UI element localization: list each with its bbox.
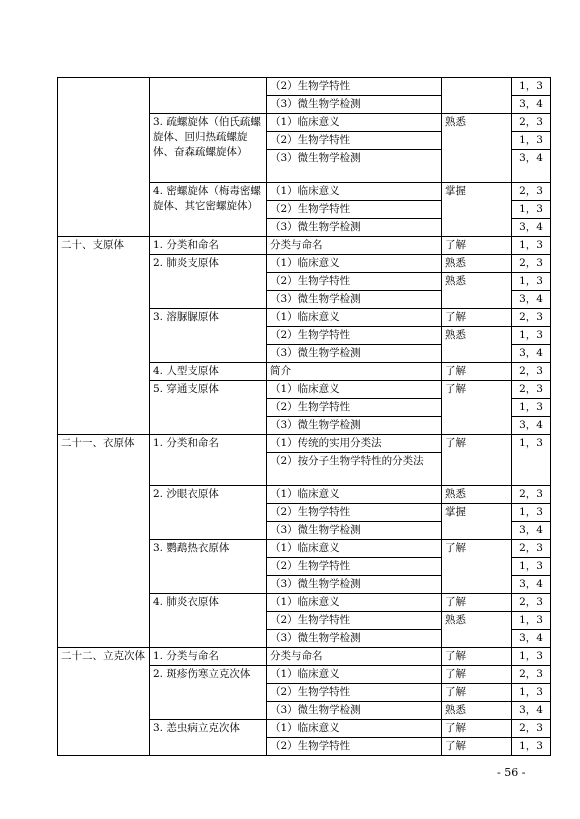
- level-cell: 了解: [442, 237, 512, 255]
- level-cell: 了解: [442, 363, 512, 381]
- code-cell: 1，3: [512, 558, 551, 576]
- topic-cell: 2. 沙眼衣原体: [150, 486, 267, 540]
- code-cell: 2，3: [512, 309, 551, 327]
- content-cell: （3）微生物学检测: [267, 630, 442, 648]
- content-cell: （2）生物学特性: [267, 273, 442, 291]
- content-cell: （2）生物学特性: [267, 684, 442, 702]
- code-cell: 2，3: [512, 486, 551, 504]
- table-row: [58, 237, 551, 255]
- code-cell: 1，3: [512, 237, 551, 255]
- topic-cell: 3. 疏螺旋体（伯氏疏螺旋体、回归热疏螺旋体、奋森疏螺旋体）: [150, 114, 267, 183]
- code-cell: 3，4: [512, 96, 551, 114]
- level-cell: 熟悉: [442, 327, 512, 363]
- level-cell: 了解: [442, 435, 512, 486]
- level-cell: 了解: [442, 720, 512, 738]
- code-cell: 1，3: [512, 201, 551, 219]
- code-cell: 3，4: [512, 576, 551, 594]
- code-cell: 3，4: [512, 150, 551, 183]
- content-cell: （3）微生物学检测: [267, 150, 442, 183]
- code-cell: 2，3: [512, 666, 551, 684]
- topic-cell: 2. 斑疹伤寒立克次体: [150, 666, 267, 720]
- content-cell: （2）生物学特性: [267, 327, 442, 345]
- topic-cell: 5. 穿通支原体: [150, 381, 267, 435]
- content-cell: （3）微生物学检测: [267, 417, 442, 435]
- level-cell: 熟悉: [442, 273, 512, 309]
- level-cell: 掌握: [442, 183, 512, 237]
- code-cell: 3，4: [512, 522, 551, 540]
- code-cell: 1，3: [512, 273, 551, 291]
- level-cell: 熟悉: [442, 255, 512, 273]
- level-cell: 了解: [442, 666, 512, 684]
- content-cell: （2）生物学特性: [267, 612, 442, 630]
- level-cell: 了解: [442, 309, 512, 327]
- content-cell: （2）按分子生物学特性的分类法: [267, 453, 442, 486]
- topic-cell: 2. 肺炎支原体: [150, 255, 267, 309]
- content-cell: （3）微生物学检测: [267, 96, 442, 114]
- level-cell: [442, 78, 512, 114]
- content-cell: （1）临床意义: [267, 720, 442, 738]
- content-cell: （3）微生物学检测: [267, 219, 442, 237]
- level-cell: 熟悉: [442, 486, 512, 504]
- unit-cell: [58, 78, 150, 237]
- unit-cell: 二十、支原体: [58, 237, 150, 435]
- content-cell: （2）生物学特性: [267, 399, 442, 417]
- unit-cell: 二十二、立克次体: [58, 648, 150, 756]
- content-cell: （3）微生物学检测: [267, 345, 442, 363]
- content-cell: 分类与命名: [267, 237, 442, 255]
- code-cell: 2，3: [512, 114, 551, 132]
- code-cell: 1，3: [512, 738, 551, 756]
- code-cell: 1，3: [512, 504, 551, 522]
- content-cell: （1）临床意义: [267, 183, 442, 201]
- level-cell: 了解: [442, 738, 512, 756]
- unit-cell: 二十一、衣原体: [58, 435, 150, 648]
- level-cell: 了解: [442, 648, 512, 666]
- level-cell: 了解: [442, 684, 512, 702]
- code-cell: 2，3: [512, 594, 551, 612]
- topic-cell: 3. 恙虫病立克次体: [150, 720, 267, 756]
- table-row: [58, 435, 551, 453]
- topic-cell: 3. 溶脲脲原体: [150, 309, 267, 363]
- topic-cell: [150, 78, 267, 114]
- content-cell: （3）微生物学检测: [267, 576, 442, 594]
- level-cell: 了解: [442, 540, 512, 594]
- content-cell: （1）临床意义: [267, 666, 442, 684]
- topic-cell: 1. 分类与命名: [150, 648, 267, 666]
- level-cell: 掌握: [442, 504, 512, 540]
- content-cell: （2）生物学特性: [267, 201, 442, 219]
- content-cell: （1）传统的实用分类法: [267, 435, 442, 453]
- content-cell: （2）生物学特性: [267, 738, 442, 756]
- content-cell: 分类与命名: [267, 648, 442, 666]
- level-cell: 了解: [442, 381, 512, 435]
- code-cell: 3，4: [512, 417, 551, 435]
- level-cell: 熟悉: [442, 702, 512, 720]
- code-cell: 1，3: [512, 327, 551, 345]
- code-cell: 2，3: [512, 381, 551, 399]
- code-cell: 3，4: [512, 702, 551, 720]
- code-cell: 3，4: [512, 219, 551, 237]
- topic-cell: 1. 分类和命名: [150, 237, 267, 255]
- content-cell: （1）临床意义: [267, 255, 442, 273]
- code-cell: 1，3: [512, 684, 551, 702]
- page-number: - 56 -: [497, 766, 526, 779]
- code-cell: 2，3: [512, 720, 551, 738]
- level-cell: 了解: [442, 594, 512, 612]
- content-cell: （1）临床意义: [267, 486, 442, 504]
- content-cell: （2）生物学特性: [267, 78, 442, 96]
- content-cell: （1）临床意义: [267, 381, 442, 399]
- level-cell: 熟悉: [442, 114, 512, 183]
- topic-cell: 3. 鹦鹉热衣原体: [150, 540, 267, 594]
- code-cell: 3，4: [512, 630, 551, 648]
- content-cell: （1）临床意义: [267, 540, 442, 558]
- level-cell: 熟悉: [442, 612, 512, 648]
- topic-cell: 4. 肺炎衣原体: [150, 594, 267, 648]
- code-cell: 2，3: [512, 183, 551, 201]
- code-cell: 3，4: [512, 345, 551, 363]
- code-cell: 1，3: [512, 399, 551, 417]
- content-cell: 简介: [267, 363, 442, 381]
- code-cell: 2，3: [512, 540, 551, 558]
- content-cell: （1）临床意义: [267, 309, 442, 327]
- code-cell: 1，3: [512, 78, 551, 96]
- table-row: [58, 648, 551, 666]
- content-cell: （3）微生物学检测: [267, 702, 442, 720]
- code-cell: 2，3: [512, 255, 551, 273]
- table-row: [58, 78, 551, 96]
- content-cell: （1）临床意义: [267, 114, 442, 132]
- code-cell: 3，4: [512, 291, 551, 309]
- code-cell: 1，3: [512, 132, 551, 150]
- topic-cell: 4. 人型支原体: [150, 363, 267, 381]
- syllabus-table: [57, 77, 551, 756]
- topic-cell: 1. 分类和命名: [150, 435, 267, 486]
- content-cell: （3）微生物学检测: [267, 522, 442, 540]
- code-cell: 1，3: [512, 648, 551, 666]
- content-cell: （1）临床意义: [267, 594, 442, 612]
- code-cell: 2，3: [512, 363, 551, 381]
- topic-cell: 4. 密螺旋体（梅毒密螺旋体、其它密螺旋体）: [150, 183, 267, 237]
- content-cell: （2）生物学特性: [267, 132, 442, 150]
- code-cell: 1，3: [512, 435, 551, 486]
- code-cell: 1，3: [512, 612, 551, 630]
- content-cell: （3）微生物学检测: [267, 291, 442, 309]
- content-cell: （2）生物学特性: [267, 504, 442, 522]
- content-cell: （2）生物学特性: [267, 558, 442, 576]
